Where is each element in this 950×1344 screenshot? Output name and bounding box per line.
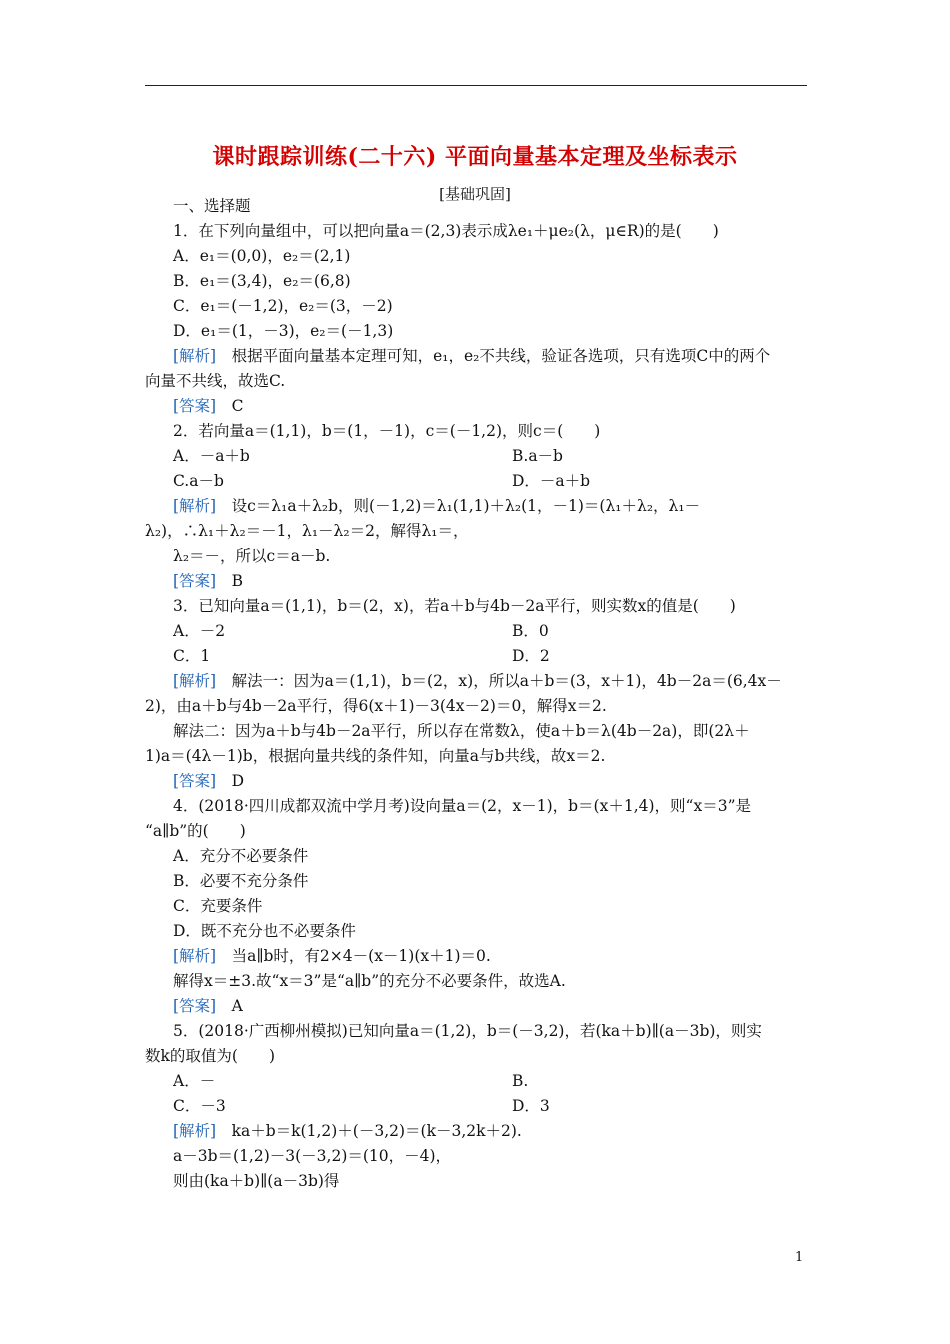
section-subtitle: [基础巩固] [439,185,511,203]
line-text: D．3 [512,1097,550,1115]
section-tag: [答案] [173,772,217,790]
text-line [512,621,549,641]
text-line [173,1021,762,1041]
line-text: 一、选择题 [173,197,251,215]
text-line [512,471,590,491]
text-line [173,871,308,891]
text-line [173,721,750,741]
text-line [512,646,550,666]
section-tag: [解析] [173,347,217,365]
text-line [173,671,782,691]
line-text: 根据平面向量基本定理可知，e₁，e₂不共线，验证各选项，只有选项C中的两个 [216,347,771,365]
section-tag: [解析] [173,497,217,515]
line-text: 数k的取值为( ) [145,1047,275,1065]
line-text: D．既不充分也不必要条件 [173,922,356,940]
text-line [173,446,250,466]
line-text: C [216,397,244,415]
line-text: 解法二：因为a＋b与4b－2a平行，所以存在常数λ，使a＋b＝λ(4b－2a)，即(2λ＋ [173,722,750,740]
text-line [173,971,566,991]
line-text: 5．(2018·广西柳州模拟)已知向量a＝(1,2)，b＝(－3,2)，若(ka＋b)∥(a－3b)，则实 [173,1022,762,1040]
line-text: A．充分不必要条件 [173,847,309,865]
line-text: C．充要条件 [173,897,263,915]
text-line [173,621,225,641]
section-tag: [答案] [173,997,217,1015]
text-line [173,571,243,591]
text-line [512,1071,528,1091]
text-line [512,446,563,466]
text-line [173,221,719,241]
line-text: A．－2 [173,622,226,640]
line-text: A．e₁＝(0,0)，e₂＝(2,1) [173,247,351,265]
line-text: D．2 [512,647,550,665]
line-text: 3．已知向量a＝(1,1)，b＝(2，x)，若a＋b与4b－2a平行，则实数x的值是( ) [173,597,736,615]
section-tag: [解析] [173,947,217,965]
text-line [173,846,308,866]
line-text: C.a－b [173,472,224,490]
text-line [173,1121,522,1141]
line-text: a－3b＝(1,2)－3(－3,2)＝(10，－4)， [173,1147,452,1165]
text-line [173,1096,226,1116]
line-text: 解法一：因为a＝(1,1)，b＝(2，x)，所以a＋b＝(3，x＋1)，4b－2a＝(6,4x－ [216,672,782,690]
text-line [173,421,600,441]
text-line [173,246,350,266]
line-text: A [216,997,243,1015]
line-text: 设c＝λ₁a＋λ₂b，则(－1,2)＝λ₁(1,1)＋λ₂(1，－1)＝(λ₁＋λ₂，λ₁－ [216,497,701,515]
section-tag: [解析] [173,672,217,690]
text-line [173,996,243,1016]
text-line [145,371,285,391]
line-text: C．1 [173,647,211,665]
text-line [173,346,770,366]
line-text: λ₂)，∴λ₁＋λ₂＝－1，λ₁－λ₂＝2，解得λ₁＝， [145,522,469,540]
page-title: 课时跟踪训练(二十六) 平面向量基本定理及坐标表示 [212,144,738,170]
line-text: 则由(ka＋b)∥(a－3b)得 [173,1172,340,1190]
section-tag: [答案] [173,397,217,415]
text-line [512,1096,550,1116]
line-text: D．－a＋b [512,472,591,490]
line-text: B [216,572,243,590]
text-line [173,1146,451,1166]
line-text: C．e₁＝(－1,2)，e₂＝(3，－2) [173,297,393,315]
text-line [173,946,491,966]
text-line [173,546,330,566]
line-text: 1．在下列向量组中，可以把向量a＝(2,3)表示成λe₁＋μe₂(λ，μ∈R)的是( ) [173,222,719,240]
line-text: 当a∥b时，有2×4－(x－1)(x＋1)＝0. [216,947,491,965]
line-text: C．－3 [173,1097,226,1115]
line-text: 向量不共线，故选C. [145,372,286,390]
text-line [173,1071,215,1091]
text-line [145,521,469,541]
text-line [173,921,356,941]
text-line [145,821,246,841]
line-text: B. [512,1072,529,1090]
line-text: 1)a＝(4λ－1)b，根据向量共线的条件知，向量a与b共线，故x＝2. [145,747,606,765]
text-line [173,496,700,516]
text-line [173,196,251,216]
line-text: D．e₁＝(1，－3)，e₂＝(－1,3) [173,322,394,340]
text-line [173,596,736,616]
text-line [173,1171,339,1191]
line-text: B．e₁＝(3,4)，e₂＝(6,8) [173,272,351,290]
line-text: 2)，由a＋b与4b－2a平行，得6(x＋1)－3(4x－2)＝0，解得x＝2. [145,697,607,715]
line-text: B.a－b [512,447,563,465]
line-text: λ₂＝－，所以c＝a－b. [173,547,331,565]
line-text: D [216,772,245,790]
line-text: A．－a＋b [173,447,250,465]
line-text: B．0 [512,622,549,640]
page-number: 1 [795,1250,804,1265]
text-line [145,746,605,766]
header-rule [145,85,807,86]
line-text: “a∥b”的( ) [145,822,246,840]
text-line [173,271,351,291]
text-line [145,1046,275,1066]
line-text: A．－ [173,1072,216,1090]
text-line [173,796,751,816]
text-line [173,396,243,416]
text-line [173,646,210,666]
text-line [173,771,244,791]
section-tag: [答案] [173,572,217,590]
text-line [173,896,262,916]
text-line [173,296,393,316]
line-text: 解得x＝±3.故“x＝3”是“a∥b”的充分不必要条件，故选A. [173,972,566,990]
section-tag: [解析] [173,1122,217,1140]
line-text: ka＋b＝k(1,2)＋(－3,2)＝(k－3,2k＋2). [216,1122,522,1140]
text-line [173,471,224,491]
text-line [145,696,607,716]
text-line [173,321,393,341]
line-text: 2．若向量a＝(1,1)，b＝(1，－1)，c＝(－1,2)，则c＝( ) [173,422,601,440]
line-text: 4．(2018·四川成都双流中学月考)设向量a＝(2，x－1)，b＝(x＋1,4)，则“x＝3”是 [173,797,751,815]
line-text: B．必要不充分条件 [173,872,309,890]
